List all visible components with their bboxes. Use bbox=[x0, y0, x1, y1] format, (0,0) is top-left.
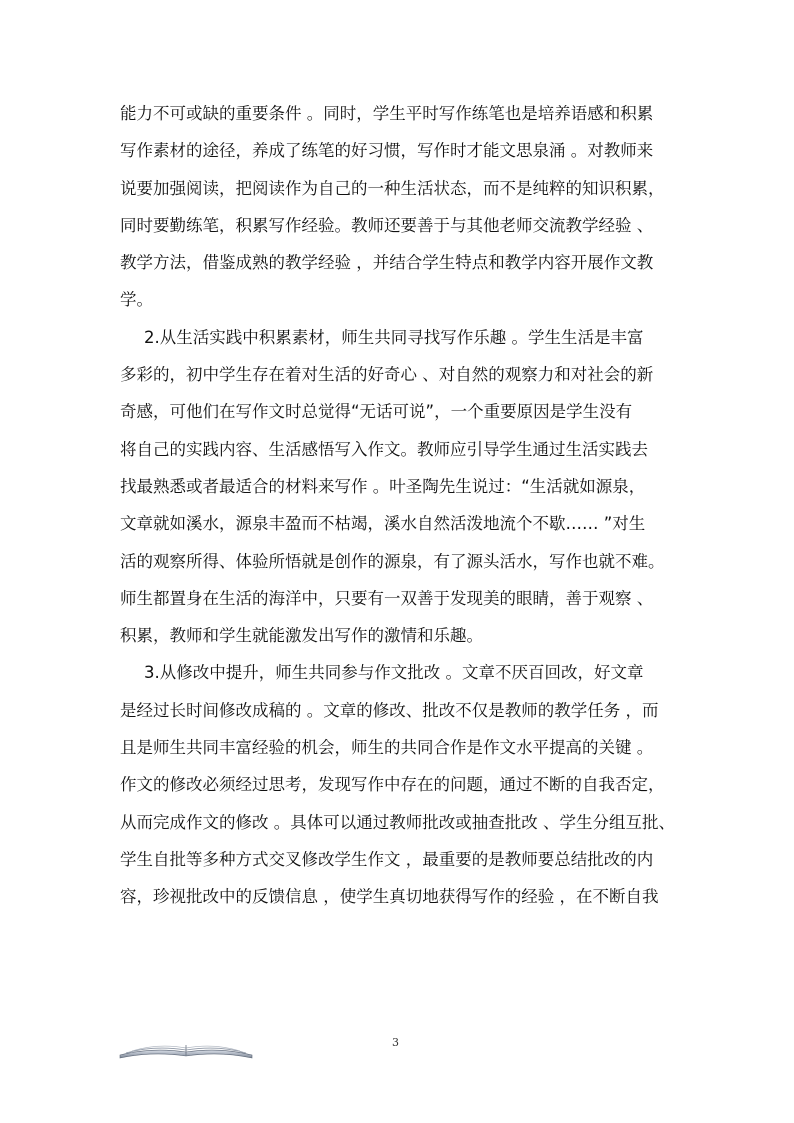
text-line: 找最熟悉或者最适合的材料来写作 。叶圣陶先生说过：“生活就如源泉， bbox=[120, 476, 646, 496]
text-line: 且是师生共同丰富经验的机会，师生的共同合作是作文水平提高的关键 。 bbox=[120, 738, 654, 758]
text-line: 学。 bbox=[120, 290, 153, 310]
body-text bbox=[120, 95, 680, 916]
text-line: 积累，教师和学生就能激发出写作的激情和乐趣。 bbox=[120, 626, 483, 646]
text-line: 2.从生活实践中积累素材，师生共同寻找写作乐趣 。学生生活是丰富 bbox=[144, 327, 644, 347]
text-line: 能力不可或缺的重要条件 。同时，学生平时写作练笔也是培养语感和积累 bbox=[120, 104, 654, 123]
text-line: 写作素材的途径，养成了练笔的好习惯，写作时才能文思泉涌 。对教师来 bbox=[120, 141, 654, 161]
text-line: 活的观察所得、体验所悟就是创作的源泉，有了源头活水，写作也就不难。 bbox=[120, 551, 665, 571]
text-line: 将自己的实践内容、生活感悟写入作文。教师应引导学生通过生活实践去 bbox=[120, 439, 648, 459]
text-line: 从而完成作文的修改 。具体可以通过教师批改或抽查批改 、学生分组互批、 bbox=[120, 812, 675, 832]
text-line: 奇感，可他们在写作文时总觉得“无话可说”，一个重要原因是学生没有 bbox=[120, 402, 633, 422]
text-line: 说要加强阅读，把阅读作为自己的一种生活状态，而不是纯粹的知识积累， bbox=[120, 178, 665, 198]
text-line: 学生自批等多种方式交叉修改学生作文 ，最重要的是教师要总结批改的内 bbox=[120, 849, 654, 869]
text-line: 3.从修改中提升，师生共同参与作文批改 。文章不厌百回改，好文章 bbox=[144, 663, 644, 683]
text-line: 作文的修改必须经过思考，发现写作中存在的问题，通过不断的自我否定， bbox=[120, 775, 665, 795]
text-line: 同时要勤练笔，积累写作经验。教师还要善于与其他老师交流教学经验 、 bbox=[120, 215, 654, 235]
text-line: 教学方法，借鉴成熟的教学经验 ，并结合学生特点和教学内容开展作文教 bbox=[120, 253, 654, 273]
text-line: 是经过长时间修改成稿的 。文章的修改、批改不仅是教师的教学任务 ，而 bbox=[120, 700, 659, 720]
open-book-icon bbox=[118, 1037, 254, 1061]
page-number: 3 bbox=[392, 1036, 399, 1049]
text-line: 师生都置身在生活的海洋中，只要有一双善于发现美的眼睛，善于观察 、 bbox=[120, 588, 654, 608]
text-line: 容，珍视批改中的反馈信息 ，使学生真切地获得写作的经验 ，在不断自我 bbox=[120, 887, 659, 907]
text-line: 多彩的，初中学生存在着对生活的好奇心 、对自然的观察力和对社会的新 bbox=[120, 365, 654, 385]
text-line: 文章就如溪水，源泉丰盈而不枯竭，溪水自然活泼地流个不歇…… ”对生 bbox=[120, 514, 646, 534]
